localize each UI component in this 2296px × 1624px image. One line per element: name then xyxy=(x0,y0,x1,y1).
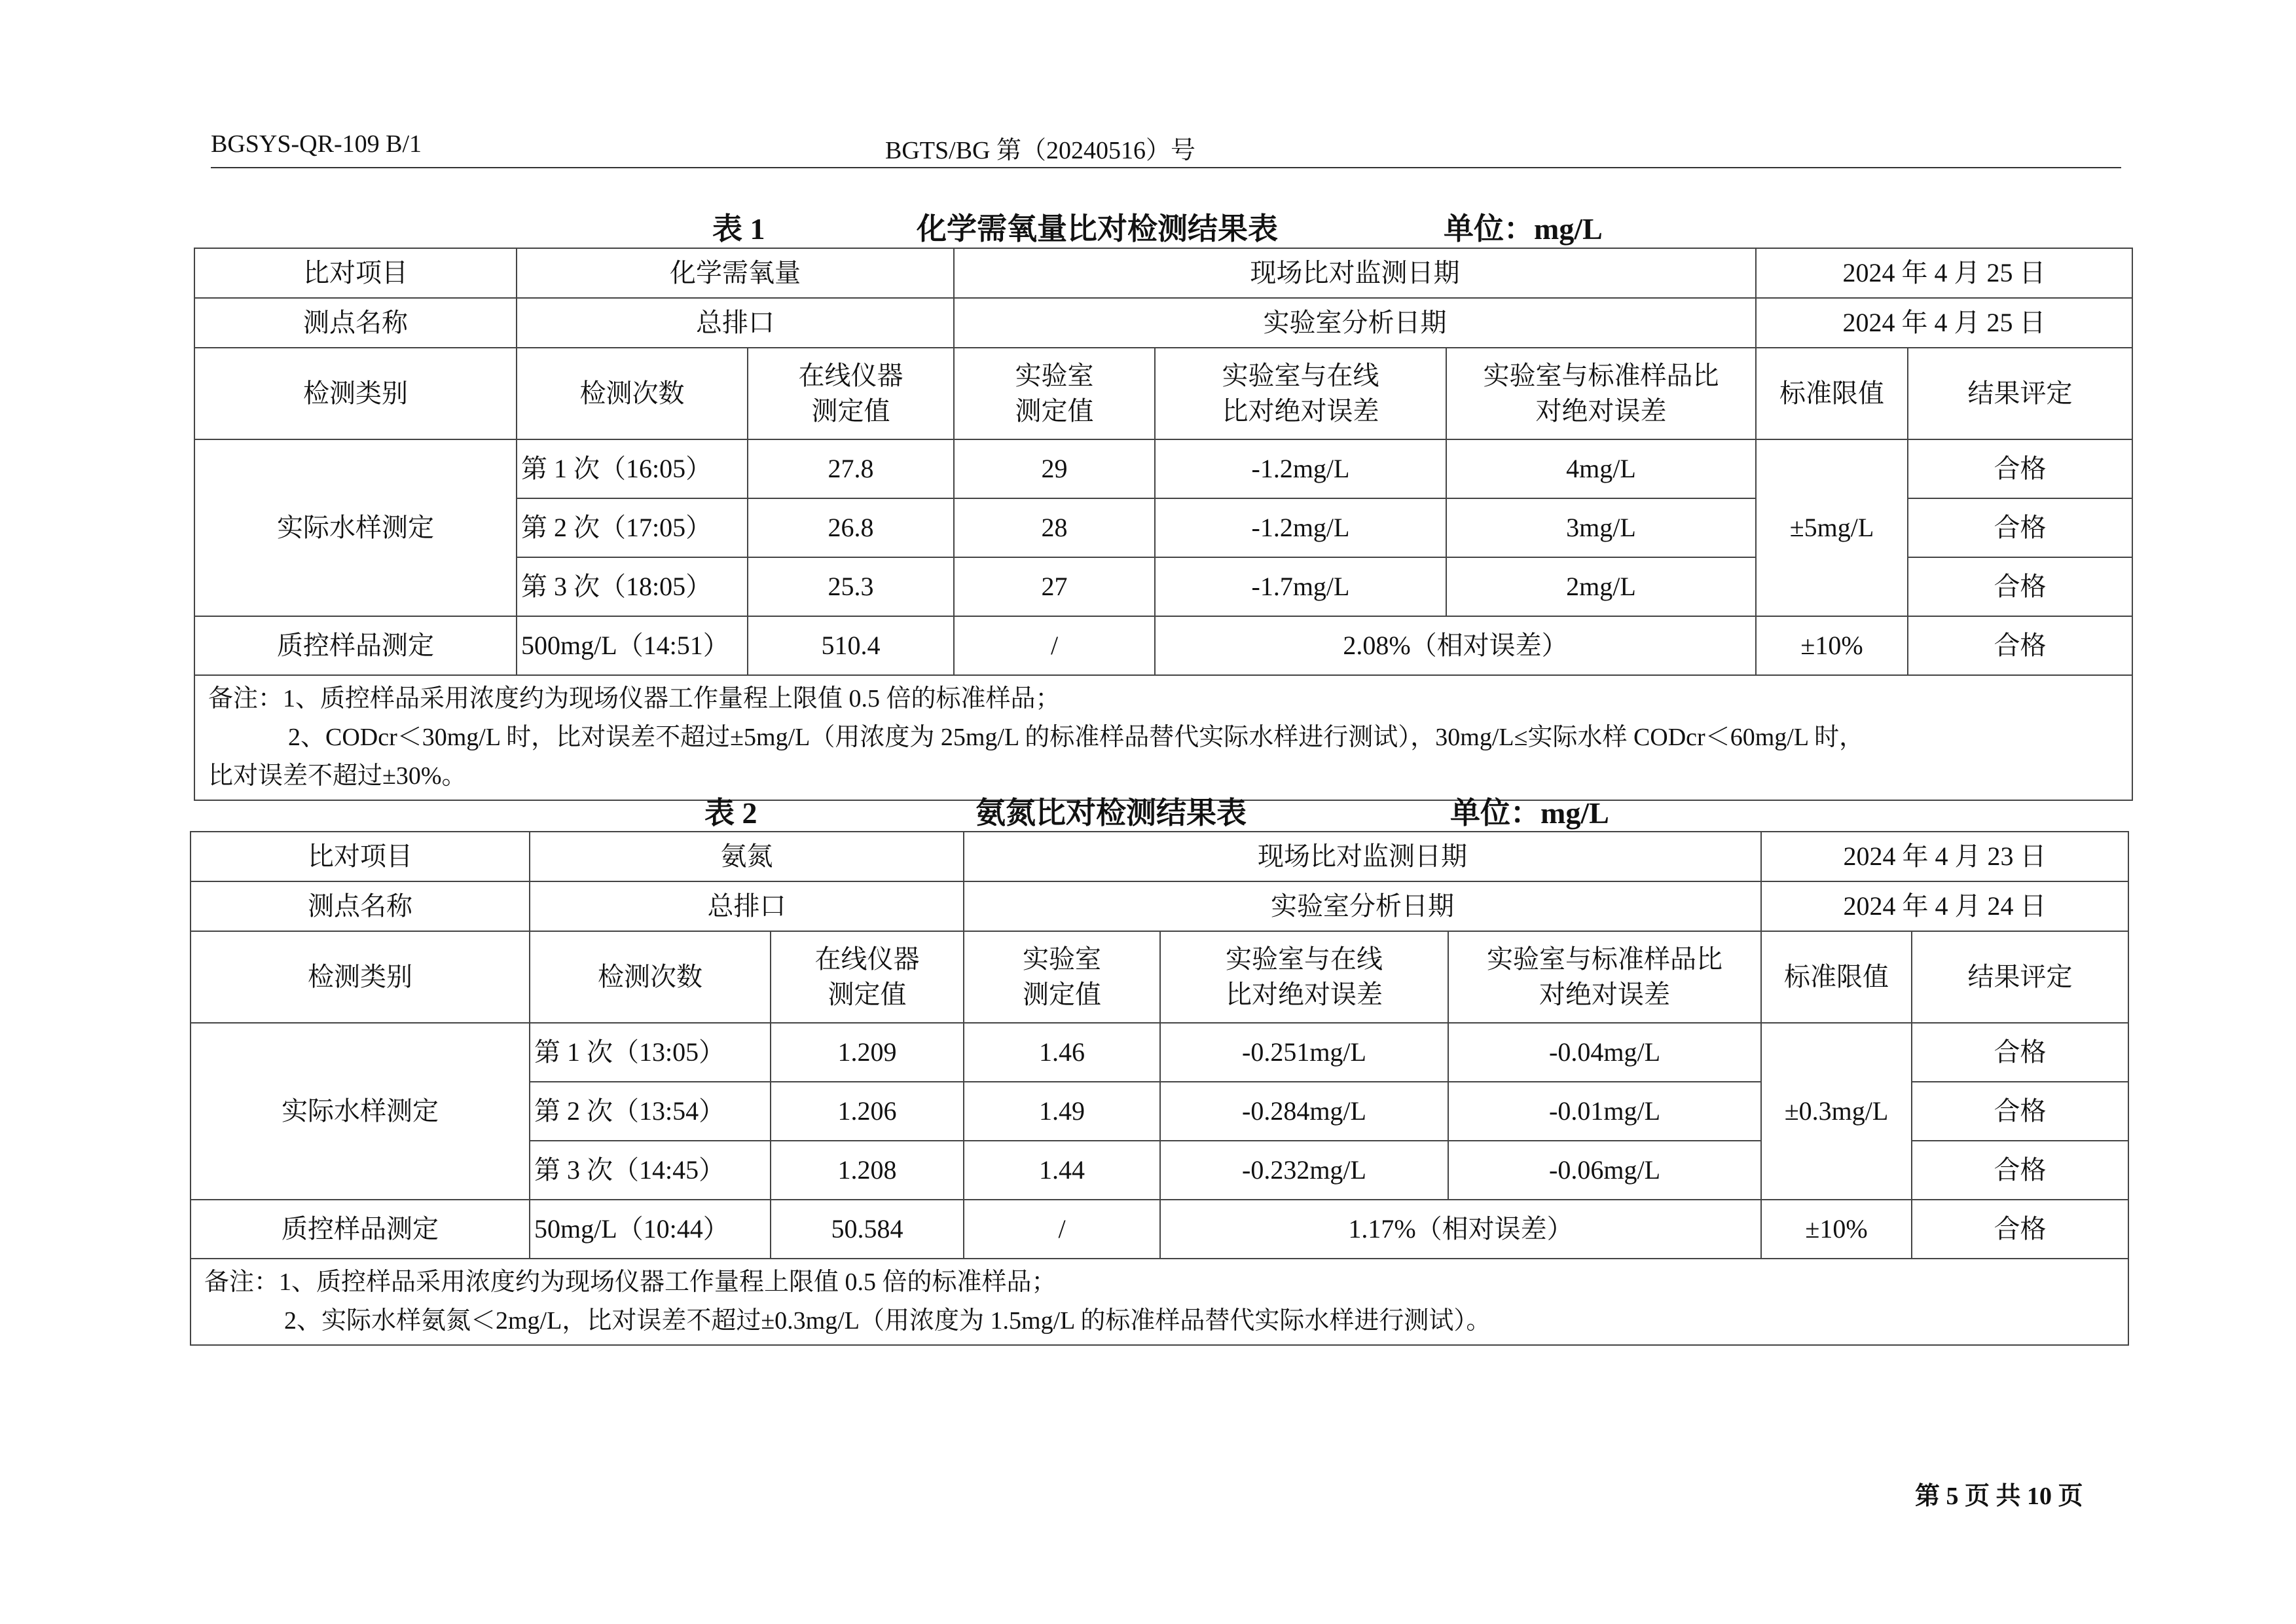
label-item: 比对项目 xyxy=(194,248,517,298)
lab-value: 1.44 xyxy=(964,1141,1160,1200)
online-value: 25.3 xyxy=(748,557,954,616)
label-point: 测点名称 xyxy=(191,881,530,931)
col-header: 实验室与在线 比对绝对误差 xyxy=(1155,348,1446,439)
col-header: 在线仪器 测定值 xyxy=(771,931,964,1023)
item-value: 氨氮 xyxy=(530,832,964,881)
error-standard: 2mg/L xyxy=(1446,557,1756,616)
qc-category: 质控样品测定 xyxy=(194,616,517,675)
qc-lab-value: / xyxy=(964,1200,1160,1259)
error-standard: 3mg/L xyxy=(1446,498,1756,557)
sample-category: 实际水样测定 xyxy=(194,439,517,616)
table1-unit: 单位：mg/L xyxy=(1444,212,1603,246)
limit-value: ±0.3mg/L xyxy=(1761,1023,1912,1200)
table2-unit: 单位：mg/L xyxy=(1450,796,1609,830)
col-header: 检测次数 xyxy=(517,348,748,439)
lab-date-value: 2024 年 4 月 25 日 xyxy=(1756,298,2132,348)
field-date-value: 2024 年 4 月 23 日 xyxy=(1761,832,2128,881)
col-header: 结果评定 xyxy=(1912,931,2128,1023)
sample-category: 实际水样测定 xyxy=(191,1023,530,1200)
qc-relative-error: 1.17%（相对误差） xyxy=(1160,1200,1761,1259)
qc-result: 合格 xyxy=(1908,616,2132,675)
online-value: 1.208 xyxy=(771,1141,964,1200)
lab-value: 27 xyxy=(954,557,1155,616)
qc-limit: ±10% xyxy=(1761,1200,1912,1259)
table-row xyxy=(191,1023,2128,1082)
qc-relative-error: 2.08%（相对误差） xyxy=(1155,616,1756,675)
table-row xyxy=(194,439,2132,498)
error-standard: 4mg/L xyxy=(1446,439,1756,498)
col-header: 标准限值 xyxy=(1761,931,1912,1023)
report-number: BGTS/BG 第（20240516）号 xyxy=(885,137,1195,164)
qc-lab-value: / xyxy=(954,616,1155,675)
result-value: 合格 xyxy=(1912,1141,2128,1200)
label-lab-date: 实验室分析日期 xyxy=(954,298,1756,348)
note-line: 2、实际水样氨氮＜2mg/L，比对误差不超过±0.3mg/L（用浓度为 1.5mg/L 的标准样品替代实际水样进行测试）。 xyxy=(284,1306,1491,1335)
qc-row xyxy=(194,616,2132,675)
error-online: -0.251mg/L xyxy=(1160,1023,1448,1082)
qc-category: 质控样品测定 xyxy=(191,1200,530,1259)
qc-result: 合格 xyxy=(1912,1200,2128,1259)
lab-value: 1.46 xyxy=(964,1023,1160,1082)
run-time: 第 2 次（13:54） xyxy=(530,1082,771,1141)
table1-cod-comparison xyxy=(194,248,2133,801)
error-online: -0.232mg/L xyxy=(1160,1141,1448,1200)
notes xyxy=(194,675,2132,800)
run-time: 第 1 次（16:05） xyxy=(517,439,748,498)
col-header: 标准限值 xyxy=(1756,348,1908,439)
col-header: 在线仪器 测定值 xyxy=(748,348,954,439)
lab-value: 1.49 xyxy=(964,1082,1160,1141)
col-header: 实验室与在线 比对绝对误差 xyxy=(1160,931,1448,1023)
point-value: 总排口 xyxy=(517,298,954,348)
run-time: 第 2 次（17:05） xyxy=(517,498,748,557)
error-standard: -0.01mg/L xyxy=(1448,1082,1761,1141)
col-header: 实验室与标准样品比 对绝对误差 xyxy=(1446,348,1756,439)
form-code: BGSYS-QR-109 B/1 xyxy=(211,130,422,158)
field-date-value: 2024 年 4 月 25 日 xyxy=(1756,248,2132,298)
error-online: -1.2mg/L xyxy=(1155,439,1446,498)
result-value: 合格 xyxy=(1908,557,2132,616)
result-value: 合格 xyxy=(1912,1082,2128,1141)
label-field-date: 现场比对监测日期 xyxy=(954,248,1756,298)
qc-online-value: 510.4 xyxy=(748,616,954,675)
error-standard: -0.06mg/L xyxy=(1448,1141,1761,1200)
label-item: 比对项目 xyxy=(191,832,530,881)
notes-row xyxy=(191,1259,2128,1345)
lab-value: 29 xyxy=(954,439,1155,498)
run-time: 第 3 次（18:05） xyxy=(517,557,748,616)
note-line: 2、CODcr＜30mg/L 时，比对误差不超过±5mg/L（用浓度为 25mg/L 的标准样品替代实际水样进行测试），30mg/L≤实际水样 CODcr＜60mg/L 时， xyxy=(288,723,1865,751)
lab-value: 28 xyxy=(954,498,1155,557)
note-line: 备注：1、质控样品采用浓度约为现场仪器工作量程上限值 0.5 倍的标准样品； xyxy=(204,1268,1057,1296)
col-header: 结果评定 xyxy=(1908,348,2132,439)
col-header: 实验室 测定值 xyxy=(964,931,1160,1023)
label-field-date: 现场比对监测日期 xyxy=(964,832,1761,881)
online-value: 27.8 xyxy=(748,439,954,498)
run-time: 第 1 次（13:05） xyxy=(530,1023,771,1082)
col-header: 检测类别 xyxy=(194,348,517,439)
error-online: -0.284mg/L xyxy=(1160,1082,1448,1141)
col-header: 实验室与标准样品比 对绝对误差 xyxy=(1448,931,1761,1023)
error-online: -1.7mg/L xyxy=(1155,557,1446,616)
limit-value: ±5mg/L xyxy=(1756,439,1908,616)
table2-title: 氨氮比对检测结果表 xyxy=(975,796,1247,830)
table2-header-row xyxy=(191,931,2128,1023)
note-line: 比对误差不超过±30%。 xyxy=(208,762,467,790)
point-value: 总排口 xyxy=(530,881,964,931)
table2-number: 表 2 xyxy=(704,796,757,830)
result-value: 合格 xyxy=(1908,498,2132,557)
item-value: 化学需氧量 xyxy=(517,248,954,298)
qc-row xyxy=(191,1200,2128,1259)
online-value: 1.209 xyxy=(771,1023,964,1082)
page-number: 第 5 页 共 10 页 xyxy=(1915,1483,2083,1510)
result-value: 合格 xyxy=(1908,439,2132,498)
note-line: 备注：1、质控样品采用浓度约为现场仪器工作量程上限值 0.5 倍的标准样品； xyxy=(208,685,1061,712)
notes-row xyxy=(194,675,2132,800)
label-lab-date: 实验室分析日期 xyxy=(964,881,1761,931)
col-header: 检测次数 xyxy=(530,931,771,1023)
qc-online-value: 50.584 xyxy=(771,1200,964,1259)
col-header: 实验室 测定值 xyxy=(954,348,1155,439)
qc-limit: ±10% xyxy=(1756,616,1908,675)
table1-header-row xyxy=(194,348,2132,439)
online-value: 26.8 xyxy=(748,498,954,557)
label-point: 测点名称 xyxy=(194,298,517,348)
qc-time: 500mg/L（14:51） xyxy=(517,616,748,675)
table1-number: 表 1 xyxy=(712,212,765,246)
table1-title: 化学需氧量比对检测结果表 xyxy=(917,212,1278,246)
table2-ammonia-comparison xyxy=(190,831,2129,1346)
error-standard: -0.04mg/L xyxy=(1448,1023,1761,1082)
qc-time: 50mg/L（10:44） xyxy=(530,1200,771,1259)
col-header: 检测类别 xyxy=(191,931,530,1023)
lab-date-value: 2024 年 4 月 24 日 xyxy=(1761,881,2128,931)
online-value: 1.206 xyxy=(771,1082,964,1141)
header-rule xyxy=(211,167,2121,168)
result-value: 合格 xyxy=(1912,1023,2128,1082)
notes xyxy=(191,1259,2128,1345)
run-time: 第 3 次（14:45） xyxy=(530,1141,771,1200)
error-online: -1.2mg/L xyxy=(1155,498,1446,557)
